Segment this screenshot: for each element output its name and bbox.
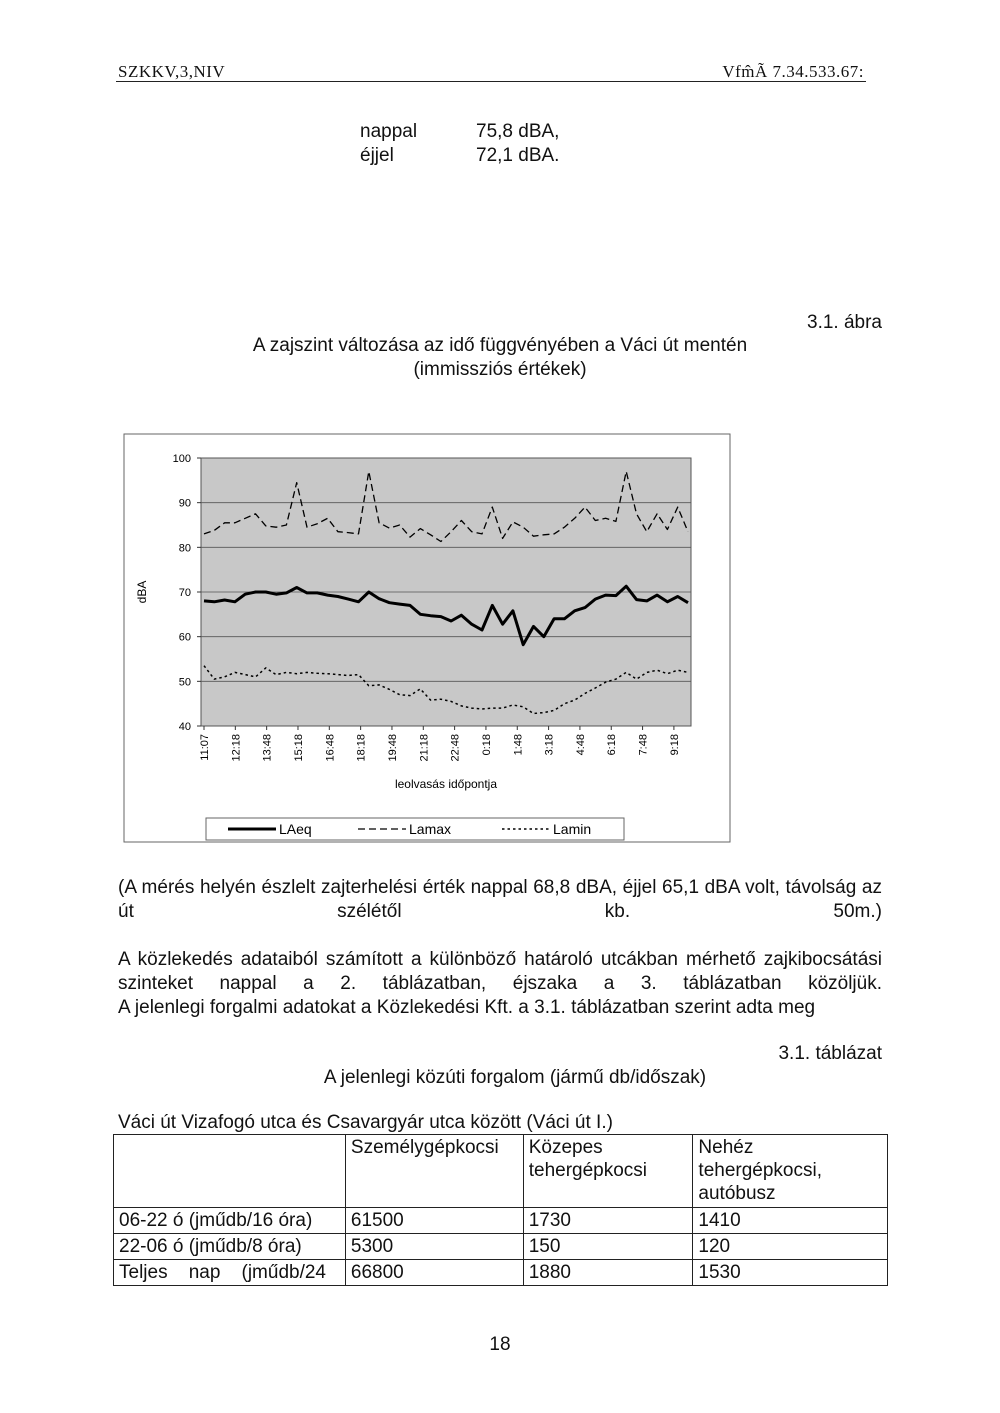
table-cell: Teljes nap (jműdb/24 bbox=[114, 1260, 346, 1286]
table-cell: 1880 bbox=[523, 1260, 693, 1286]
running-header-left: SZKKV,3,NIV bbox=[118, 62, 226, 81]
x-tick-label: 19:48 bbox=[386, 734, 399, 762]
table-cell: 61500 bbox=[345, 1208, 523, 1234]
x-tick-label: 15:18 bbox=[292, 734, 305, 762]
table-header-cell bbox=[114, 1135, 346, 1208]
table-row bbox=[114, 1260, 888, 1286]
legend-label: Lamax bbox=[409, 821, 452, 837]
running-header-right: Vfm̂Ã 7.34.533.67: bbox=[722, 62, 864, 81]
table-row bbox=[114, 1208, 888, 1234]
table-cell: 150 bbox=[523, 1234, 693, 1260]
y-tick-label: 70 bbox=[178, 587, 191, 599]
y-tick-label: 40 bbox=[178, 721, 191, 733]
x-axis-label: leolvasás időpontja bbox=[394, 777, 498, 791]
measure-day-label: nappal bbox=[360, 121, 418, 142]
table-cell: 1530 bbox=[693, 1260, 888, 1286]
table-cell: 66800 bbox=[345, 1260, 523, 1286]
legend-label: LAeq bbox=[279, 821, 312, 837]
y-tick-label: 100 bbox=[172, 453, 191, 465]
y-tick-label: 60 bbox=[178, 631, 191, 644]
x-tick-label: 16:48 bbox=[324, 734, 337, 762]
table-number: 3.1. táblázat bbox=[778, 1043, 882, 1064]
y-axis-label: dBA bbox=[135, 580, 149, 604]
x-tick-label: 6:18 bbox=[606, 734, 619, 756]
table-cell: 22-06 ó (jműdb/8 óra) bbox=[114, 1234, 346, 1260]
x-tick-label: 11:07 bbox=[199, 734, 211, 761]
x-tick-label: 4:48 bbox=[574, 734, 587, 756]
traffic-table bbox=[113, 1134, 888, 1286]
table-header-cell: Nehéz tehergépkocsi, autóbusz bbox=[693, 1135, 888, 1208]
x-tick-label: 18:18 bbox=[355, 734, 368, 762]
paragraph-traffic-data: A jelenlegi forgalmi adatokat a Közlekedési Kft. a 3.1. táblázatban szerint adta meg bbox=[118, 997, 816, 1018]
table-header-cell: Közepes tehergépkocsi bbox=[523, 1135, 693, 1208]
y-tick-label: 90 bbox=[178, 497, 191, 510]
x-tick-label: 0:18 bbox=[480, 734, 493, 756]
x-tick-label: 22:48 bbox=[449, 734, 462, 762]
page-number: 18 bbox=[489, 1334, 511, 1355]
table-cell: 1410 bbox=[693, 1208, 888, 1234]
paragraph-measurement-note: (A mérés helyén észlelt zajterhelési érték nappal 68,8 dBA, éjjel 65,1 dBA volt, távolság az út szélétől kb. 50m.) bbox=[118, 877, 882, 922]
figure-title-line2: (immissziós értékek) bbox=[413, 359, 587, 380]
table-header-cell: Személygépkocsi bbox=[345, 1135, 523, 1208]
table-cell: 5300 bbox=[345, 1234, 523, 1260]
measure-day-value: 75,8 dBA, bbox=[476, 121, 560, 142]
table-cell: 06-22 ó (jműdb/16 óra) bbox=[114, 1208, 346, 1234]
x-tick-label: 7:48 bbox=[637, 734, 650, 756]
y-tick-label: 80 bbox=[178, 542, 191, 555]
paragraph-emission-levels: A közlekedés adataiból számított a különböző határoló utcákban mérhető zajkibocsátási szinteket nappal a 2. táblázatban, éjszaka a 3. táblázatban közöljük. bbox=[118, 949, 882, 994]
figure-number: 3.1. ábra bbox=[807, 312, 882, 333]
measure-night-label: éjjel bbox=[360, 145, 394, 166]
measure-night-value: 72,1 dBA. bbox=[476, 145, 560, 166]
figure-title-line1: A zajszint változása az idő függvényében a Váci út mentén bbox=[252, 335, 748, 356]
table-caption: Váci út Vizafogó utca és Csavargyár utca között (Váci út I.) bbox=[118, 1112, 613, 1133]
x-tick-label: 13:48 bbox=[261, 734, 274, 762]
x-tick-label: 3:18 bbox=[543, 734, 556, 756]
table-cell: 120 bbox=[693, 1234, 888, 1260]
x-tick-label: 21:18 bbox=[418, 734, 431, 762]
table-cell: 1730 bbox=[523, 1208, 693, 1234]
x-tick-label: 1:48 bbox=[512, 734, 525, 756]
table-row bbox=[114, 1234, 888, 1260]
y-tick-label: 50 bbox=[178, 676, 191, 689]
x-tick-label: 9:18 bbox=[668, 734, 681, 756]
legend-label: Lamin bbox=[553, 821, 592, 837]
x-tick-label: 12:18 bbox=[230, 734, 243, 762]
table-title: A jelenlegi közúti forgalom (jármű db/időszak) bbox=[323, 1067, 707, 1088]
table-header-row bbox=[114, 1135, 888, 1208]
